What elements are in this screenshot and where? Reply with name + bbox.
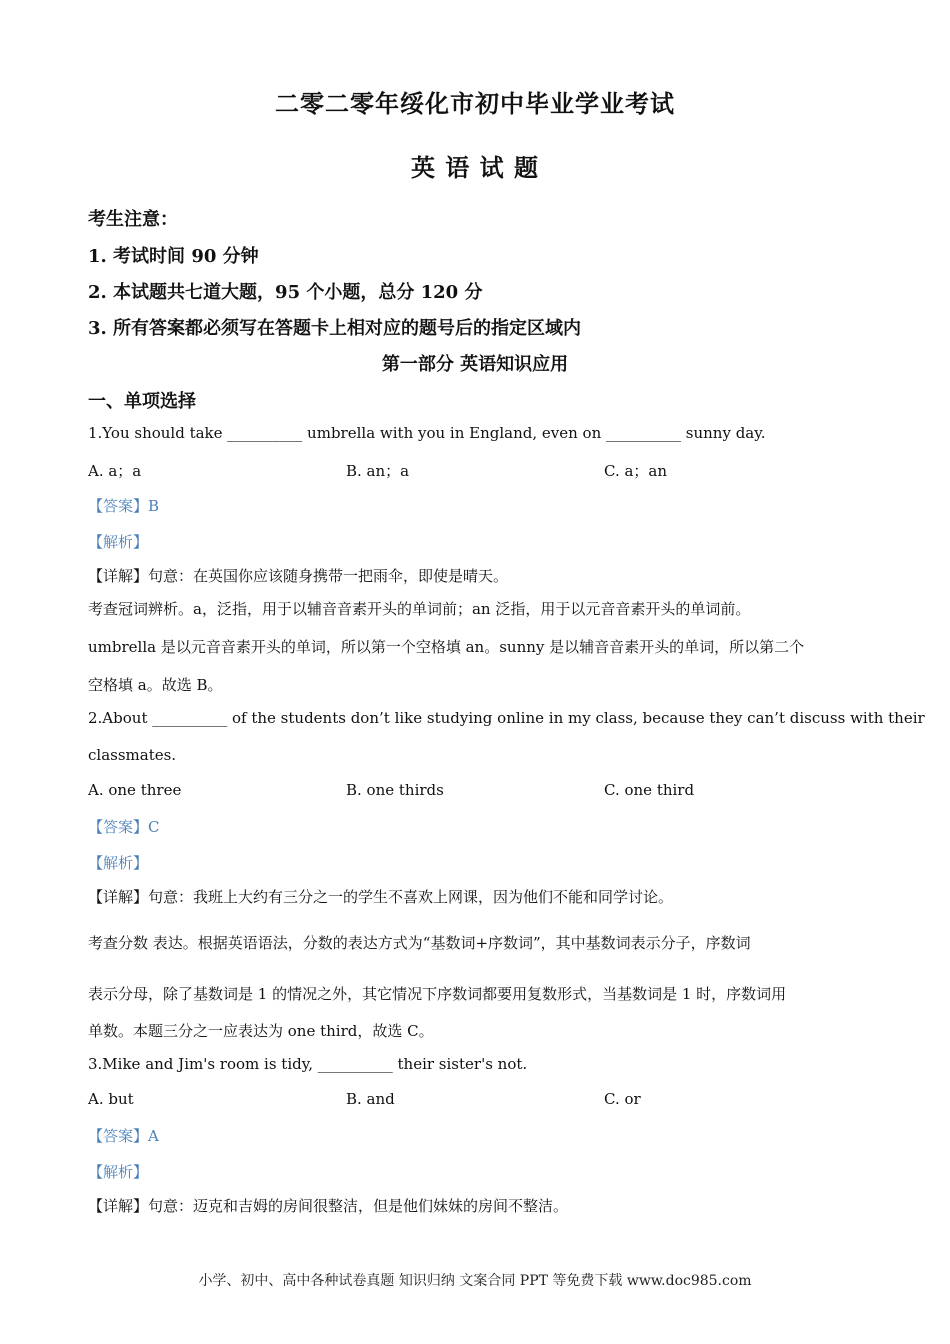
question-2-option-b: B. one thirds — [346, 781, 444, 799]
question-1-detail: umbrella 是以元音音素开头的单词，所以第一个空格填 an。sunny 是以辅音音素开头的单词，所以第二个 — [88, 638, 805, 656]
question-3-analysis: 【解析】 — [88, 1163, 149, 1181]
question-1-stem: 1.You should take __________ umbrella with you in England, even on __________ sunny day. — [88, 424, 766, 442]
question-2-answer: 【答案】C — [88, 818, 160, 836]
question-1-option-c: C. a；an — [604, 462, 668, 480]
notice-item: 2. 本试题共七道大题，95 个小题，总分 120 分 — [88, 282, 483, 303]
question-1-option-a: A. a；a — [88, 462, 142, 480]
question-3-answer: 【答案】A — [88, 1127, 159, 1145]
question-2-analysis: 【解析】 — [88, 854, 149, 872]
notice-item: 1. 考试时间 90 分钟 — [88, 246, 259, 267]
notice-heading: 考生注意： — [88, 209, 178, 230]
notice-item: 3. 所有答案都必须写在答题卡上相对应的题号后的指定区域内 — [88, 318, 582, 339]
question-1-detail: 考查冠词辨析。a，泛指，用于以辅音音素开头的单词前；an 泛指，用于以元音音素开头的单词前。 — [88, 600, 751, 618]
question-3-option-b: B. and — [346, 1090, 395, 1108]
question-2-stem: 2.About __________ of the students don’t like studying online in my class, because they can’t discuss with their — [88, 709, 925, 727]
question-3-option-c: C. or — [604, 1090, 641, 1108]
question-3-option-a: A. but — [88, 1090, 134, 1108]
question-3-stem: 3.Mike and Jim's room is tidy, __________ their sister's not. — [88, 1055, 528, 1073]
question-2-detail: 【详解】句意：我班上大约有三分之一的学生不喜欢上网课，因为他们不能和同学讨论。 — [88, 888, 674, 906]
question-2-detail: 表示分母，除了基数词是 1 的情况之外，其它情况下序数词都要用复数形式，当基数词是 1 时，序数词用 — [88, 985, 787, 1003]
question-1-answer: 【答案】B — [88, 497, 160, 515]
exam-subtitle: 英 语 试 题 — [410, 153, 540, 182]
question-2-detail: 考查分数 表达。根据英语语法，分数的表达方式为“基数词+序数词”，其中基数词表示分子，序数词 — [88, 934, 751, 952]
question-1-detail: 【详解】句意：在英国你应该随身携带一把雨伞，即使是晴天。 — [88, 567, 509, 585]
section-heading: 一、单项选择 — [88, 391, 196, 412]
question-3-detail: 【详解】句意：迈克和吉姆的房间很整洁，但是他们妹妹的房间不整洁。 — [88, 1197, 569, 1215]
question-1-option-b: B. an；a — [346, 462, 410, 480]
question-1-detail: 空格填 a。故选 B。 — [88, 676, 223, 694]
question-2-detail: 单数。本题三分之一应表达为 one third，故选 C。 — [88, 1022, 434, 1040]
question-2-stem: classmates. — [88, 746, 177, 764]
exam-title: 二零二零年绥化市初中毕业学业考试 — [275, 89, 675, 118]
page-footer: 小学、初中、高中各种试卷真题 知识归纳 文案合同 PPT 等免费下载 www.doc985.com — [198, 1273, 752, 1289]
question-2-option-a: A. one three — [88, 781, 182, 799]
question-2-option-c: C. one third — [604, 781, 695, 799]
question-1-analysis: 【解析】 — [88, 533, 149, 551]
part-heading: 第一部分 英语知识应用 — [381, 354, 569, 375]
